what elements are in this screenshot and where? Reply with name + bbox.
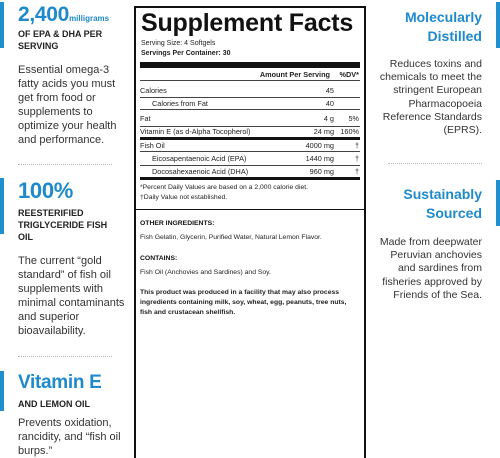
contains-label: CONTAINS: bbox=[140, 255, 178, 262]
facts-title: Supplement Facts bbox=[141, 9, 354, 37]
left-feature-column bbox=[0, 0, 124, 458]
accent-bar bbox=[0, 2, 4, 48]
accent-bar bbox=[0, 371, 4, 411]
reesterified-description: The current “gold standard” of fish oil supplements with minimal contaminants and superior bioavailability. bbox=[18, 255, 125, 337]
header-dv: %DV* bbox=[339, 69, 359, 79]
allergen-statement: This product was produced in a facility that may also process ingredients containing milk, soy, wheat, egg, peanuts, tree nuts, fish and crustacean shellfish. bbox=[140, 289, 347, 316]
other-ingredients-label: OTHER INGREDIENTS: bbox=[140, 220, 215, 227]
facts-row-epa: Eicosapentaenoic Acid (EPA) 1440 mg † bbox=[140, 152, 360, 166]
reesterified-subtitle: REESTERIFIED TRIGLYCERIDE FISH OIL bbox=[18, 208, 108, 242]
epa-description: Essential omega-3 fatty acids you must get from food or supplements to optimize your health and performance. bbox=[18, 64, 117, 146]
divider bbox=[18, 164, 112, 165]
servings-per-container: Servings Per Container: 30 bbox=[141, 50, 231, 57]
distilled-description: Reduces toxins and chemicals to meet the stringent European Pharmacopoeia Reference Standards (EPRS). bbox=[379, 58, 482, 137]
reesterified-title: 100% bbox=[18, 178, 74, 203]
facts-row-calories-fat: Calories from Fat 40 bbox=[140, 98, 360, 111]
supplement-facts-panel bbox=[134, 6, 366, 458]
vitamin-e-description: Prevents oxidation, rancidity, and “fish oil burps.” bbox=[18, 417, 121, 457]
sourced-description: Made from deepwater Peruvian anchovies and sardines from fisheries approved by Friends of the Sea. bbox=[379, 236, 482, 301]
vitamin-e-subtitle: AND LEMON OIL bbox=[18, 399, 90, 409]
contains-text: Fish Oil (Anchovies and Sardines) and Soy. bbox=[140, 269, 271, 276]
section-rule bbox=[136, 209, 364, 210]
right-feature-column bbox=[376, 0, 500, 458]
epa-amount: 2,400milligrams bbox=[18, 3, 110, 26]
footnote-dagger: †Daily Value not established. bbox=[140, 194, 228, 201]
facts-row-fish-oil: Fish Oil 4000 mg † bbox=[140, 140, 360, 153]
footnote-dv: *Percent Daily Values are based on a 2,000 calorie diet. bbox=[140, 184, 309, 191]
divider bbox=[18, 356, 112, 357]
facts-row-vitamin-e: Vitamin E (as d-Alpha Tocopherol) 24 mg 160% bbox=[140, 127, 360, 140]
epa-subtitle: OF EPA & DHA PER SERVING bbox=[18, 29, 103, 51]
serving-size: Serving Size: 4 Softgels bbox=[141, 40, 216, 47]
other-ingredients-text: Fish Gelatin, Glycerin, Purified Water, Natural Lemon Flavor. bbox=[140, 234, 322, 241]
sourced-title: Sustainably Sourced bbox=[403, 186, 482, 221]
epa-unit: milligrams bbox=[69, 14, 110, 23]
facts-row-calories: Calories 45 bbox=[140, 85, 360, 98]
accent-bar bbox=[496, 2, 500, 48]
divider bbox=[388, 163, 482, 164]
vitamin-e-title: Vitamin E bbox=[18, 372, 102, 393]
facts-row-fat: Fat 4 g 5% bbox=[140, 110, 360, 127]
accent-bar bbox=[0, 178, 4, 234]
facts-header-row bbox=[140, 68, 360, 81]
facts-row-dha: Docosahexaenoic Acid (DHA) 960 mg † bbox=[140, 166, 360, 180]
accent-bar bbox=[496, 180, 500, 226]
header-amount: Amount Per Serving bbox=[259, 69, 330, 79]
distilled-title: Molecularly Distilled bbox=[404, 9, 482, 44]
